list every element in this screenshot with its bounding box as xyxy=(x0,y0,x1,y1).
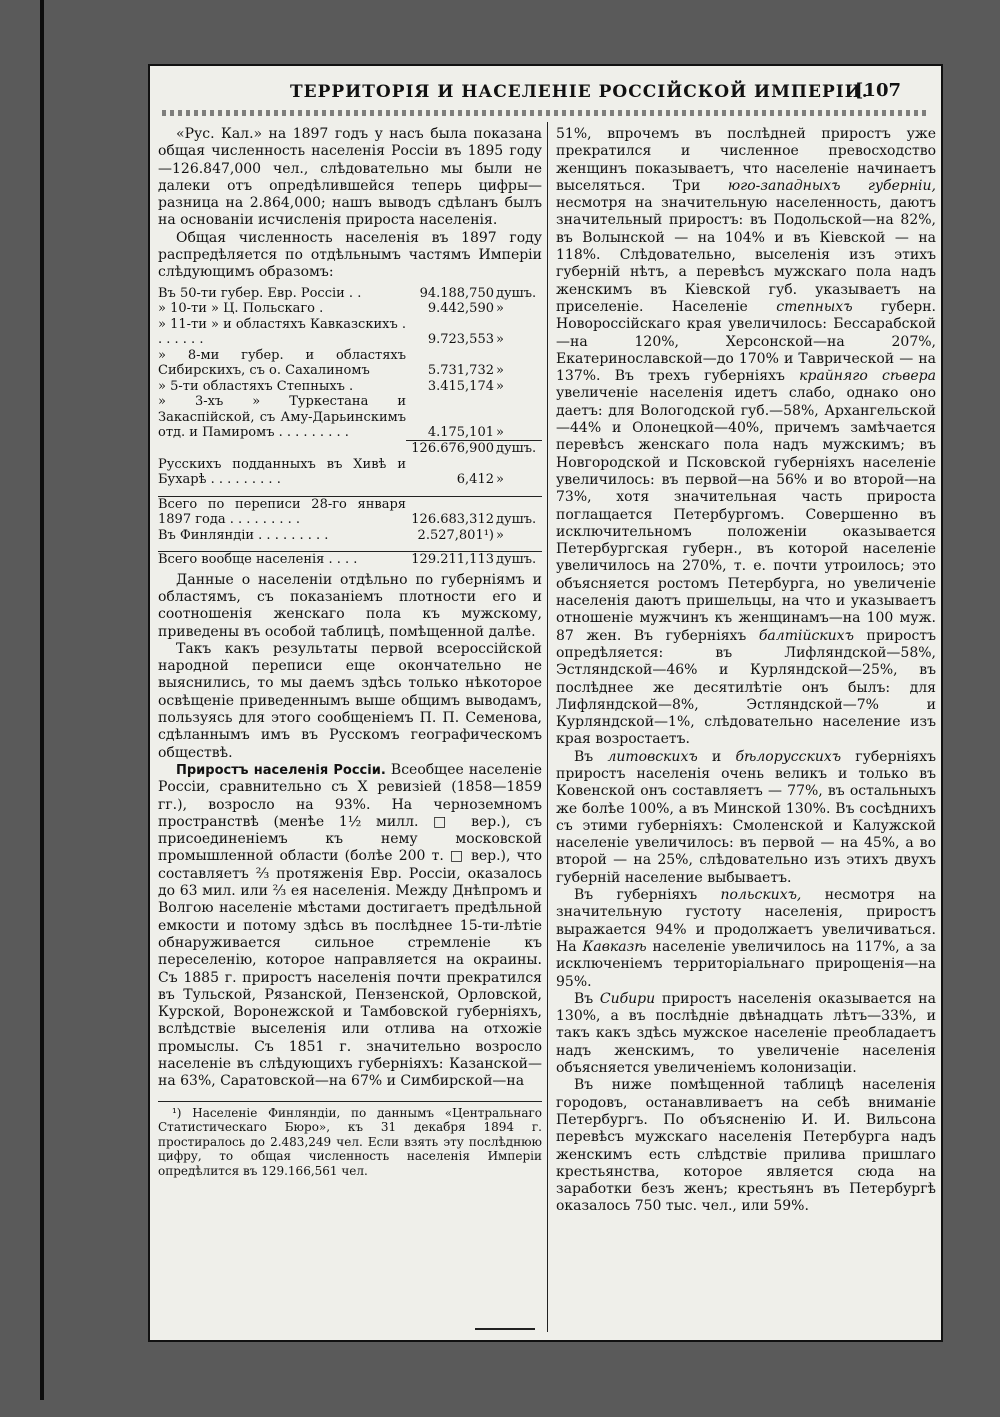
right-column xyxy=(556,126,936,1216)
paragraph: Данные о населеніи отдѣльно по губерніямъ и областямъ, съ показаніемъ плотности его и соотношенія женскаго пола къ мужскому, приведены въ особой таблицѣ, помѣщенной далѣе. xyxy=(158,571,542,640)
row-label: » 8-ми губер. и областяхъ Сибирскихъ, съ о. Сахалиномъ xyxy=(158,347,406,379)
section-heading: Приростъ населенія Россіи. xyxy=(176,762,386,778)
row-label: Въ Финляндіи . . . . . . . . . xyxy=(158,527,329,543)
bottom-rule xyxy=(475,1328,535,1330)
italic-term: балтійскихъ xyxy=(758,627,854,644)
row-unit: душъ. xyxy=(494,496,542,528)
text-run: приростъ населенія оказывается на 130%, а въ послѣдніе двѣнадцать лѣтъ—33%, и такъ какъ здѣсь мужское населеніе преобладаетъ надъ женскимъ, то увеличеніе населенія объясняется увеличеніемъ колонизаціи. xyxy=(556,990,936,1077)
italic-term: Сибири xyxy=(599,990,656,1007)
table-row xyxy=(158,301,542,317)
subtotal-unit: душъ. xyxy=(494,441,542,457)
row-label: » 5-ти областяхъ Степныхъ . xyxy=(158,378,354,394)
total-unit: душъ. xyxy=(494,552,542,568)
row-value: 94.188,750 xyxy=(419,285,494,301)
paragraph xyxy=(158,762,542,1091)
row-label: » 11-ти » и областяхъ Кавказскихъ . . . . . . . xyxy=(158,316,406,348)
text-run: увеличеніе населенія идетъ слабо, однако оно даетъ: для Вологодской губ.—58%, Архангельской—44% и Олонецкой—40%, причемъ замѣчается перевѣсъ женскаго пола надъ мужскимъ; въ Новгородской и Псковской губерніяхъ населеніе увеличилось: въ первой—на 56% и во второй—на 73%, хотя значительная часть прироста поглащается Петербургомъ. Совершенно въ исключительномъ положеніи оказывается Петербургская губерн., въ которой населеніе увеличилось на 270%, т. е. почти утроилось; это объясняется ростомъ Петербурга, но увеличеніе населенія даютъ пришельцы, на что и указываетъ отношеніе мужчинъ къ женщинамъ—на 100 муж. 87 жен. Въ губерніяхъ xyxy=(556,385,936,644)
text-run: и xyxy=(697,748,736,765)
row-value: 126.683,312 xyxy=(406,496,494,528)
table-row xyxy=(158,457,542,488)
paragraph-text: Всеобщее населеніе Россіи, сравнительно съ Х ревизіей (1858—1859 гг.), возросло на 93%. На черноземномъ пространствѣ (менѣе 1½ милл. □ вер.), съ присоединеніемъ къ нему московской промышленной области (болѣе 200 т. □ вер.), что составляетъ ⅔ протяженія Евр. Россіи, оказалось до 63 мил. или ⅔ ея населенія. Между Днѣпромъ и Волгою населеніе мѣстами достигаетъ предѣльной емкости и потому здѣсь въ послѣднее 15-ти-лѣтіе обнаруживается сильное стремленіе къ переселенію, которое направляется на окраины. Съ 1885 г. приростъ населенія почти прекратился въ Тульской, Рязанской, Пензенской, Орловской, Курской, Воронежской и Тамбовской губерніяхъ, вслѣдствіе выселенія или отлива на отхожіе промыслы. Съ 1851 г. значительно возросло населеніе въ слѣдующихъ губерніяхъ: Казанской—на 63%, Саратовской—на 67% и Симбирской—на xyxy=(158,761,542,1090)
text-run: Въ губерніяхъ xyxy=(574,887,721,904)
running-header xyxy=(150,76,941,112)
row-value: 2.527,801¹) xyxy=(417,527,494,543)
row-unit: » xyxy=(496,527,504,543)
paragraph xyxy=(556,749,936,887)
text-run: Въ xyxy=(574,990,600,1007)
text-run: приростъ опредѣляется: въ Лифляндской—58%, Эстляндской—46% и Курляндской—25%, въ послѣднее же десятилѣтіе онъ былъ: для Лифляндской—8%, Эстляндской—7% и Курляндской—1%, слѣдовательно население изъ края возростаетъ. xyxy=(556,627,936,748)
row-value: 9.723,553 xyxy=(427,332,494,348)
row-label: » 10-ти » Ц. Польскаго . xyxy=(158,301,324,317)
text-run: несмотря на значительную густоту населенія, приростъ выражается 94% и продолжаетъ увеличиваться. На xyxy=(556,887,936,955)
row-unit: » xyxy=(496,378,504,394)
row-unit: » xyxy=(496,363,504,379)
book-page xyxy=(148,64,943,1342)
column-separator xyxy=(547,122,548,1332)
total-value: 129.211,113 xyxy=(406,552,494,568)
table-row xyxy=(158,317,542,348)
row-label: Въ 50-ти губер. Евр. Россіи . . xyxy=(158,285,362,301)
row-value: 5.731,732 xyxy=(427,363,494,379)
row-unit: » xyxy=(496,424,504,440)
row-unit: » xyxy=(496,472,504,488)
row-value: 6,412 xyxy=(456,472,494,488)
total-row xyxy=(158,552,542,568)
paragraph xyxy=(556,991,936,1077)
row-value: 9.442,590 xyxy=(427,301,494,317)
table-row xyxy=(158,394,542,441)
text-run: Въ xyxy=(574,748,608,765)
italic-term: Кавказѣ xyxy=(582,938,647,955)
table-row xyxy=(158,348,542,379)
left-column xyxy=(158,126,542,1178)
paragraph xyxy=(556,887,936,991)
table-row xyxy=(158,286,542,302)
table-row xyxy=(158,379,542,395)
population-table xyxy=(158,286,542,568)
row-value: 3.415,174 xyxy=(427,378,494,394)
paragraph: Такъ какъ результаты первой всероссійской народной переписи еще окончательно не выяснились, то мы даемъ здѣсь только нѣкоторое освѣщеніе приведеннымъ выше общимъ выводамъ, пользуясь для этого сообщеніемъ П. П. Семенова, сдѣланнымъ имъ въ Русскомъ географическомъ обществѣ. xyxy=(158,640,542,761)
subtotal-value: 126.676,900 xyxy=(406,441,494,457)
row-value: 4.175,101 xyxy=(427,424,494,440)
text-run: населеніе увеличилось на 117%, а за исключеніемъ территоріальнаго прирощенія—на 95%. xyxy=(556,938,936,990)
italic-term: бѣлорусскихъ xyxy=(735,748,842,765)
row-unit: » xyxy=(496,332,504,348)
book-spine-edge xyxy=(40,0,44,1400)
row-unit: » xyxy=(496,301,504,317)
row-unit: душъ. xyxy=(496,285,537,301)
text-run: 51%, впрочемъ въ послѣдней приростъ уже прекратился и численное превосходство женщинъ показываетъ, что населеніе начинаетъ выселяться. Три xyxy=(556,126,936,194)
paragraph xyxy=(556,126,936,749)
italic-term: степныхъ xyxy=(776,298,853,315)
italic-term: литовскихъ xyxy=(607,748,698,765)
table-row xyxy=(158,496,542,528)
footnote-text: ¹) Населеніе Финляндіи, по даннымъ «Центральнаго Статистическаго Бюро», къ 31 декабря 1894 г. простиралось до 2.483,249 чел. Если взять эту послѣднюю цифру, то общая численность населенія Имперіи опредѣлится въ 129.166,561 чел. xyxy=(158,1105,542,1178)
header-wavy-rule xyxy=(162,110,929,116)
italic-term: польскихъ, xyxy=(720,887,802,904)
page-number: [107 xyxy=(854,80,901,101)
table-row xyxy=(158,528,542,544)
paragraph: Въ ниже помѣщенной таблицѣ населенія городовъ, останавливаетъ на себѣ вниманіе Петербургъ. По объясненію И. И. Вильсона перевѣсъ мужскаго населенія Петербурга надъ женскимъ есть слѣдствіе прилива пришлаго крестьянства, которое является сюда на заработки безъ женъ; крестьянъ въ Петербургѣ оказалось 750 тыс. чел., или 59%. xyxy=(556,1077,936,1215)
running-title: ТЕРРИТОРІЯ И НАСЕЛЕНІЕ РОССІЙСКОЙ ИМПЕРІИ. xyxy=(290,82,869,102)
italic-term: юго-западныхъ губерніи, xyxy=(727,177,936,194)
subtotal-row xyxy=(158,441,542,457)
paragraph: «Рус. Кал.» на 1897 годъ у насъ была показана общая численность населенія Россіи въ 1895 году—126.847,000 чел., слѣдовательно мы были не далеки отъ опредѣлившейся теперь цифры—разница на 2.864,000; нашъ выводъ сдѣланъ былъ на основаніи исчисленія прироста населенія. xyxy=(158,126,542,229)
text-run: губерн. Новороссійскаго края увеличилось: Бессарабской—на 120%, Херсонской—на 207%, Екатеринославской—до 170% и Таврической — на 137%. Въ трехъ губерніяхъ xyxy=(556,298,936,385)
text-run: губерніяхъ приростъ населенія очень великъ и только въ Ковенской онъ составляетъ — 77%, въ остальныхъ же болѣе 100%, а въ Минской 130%. Въ сосѣднихъ съ этими губерніяхъ: Смоленской и Калужской населеніе увеличилось: въ первой — на 45%, а во второй — на 25%, слѣдовательно изъ этихъ двухъ губерній население выбываетъ. xyxy=(556,748,936,886)
italic-term: крайняго сѣвера xyxy=(799,368,936,385)
row-label: » 3-хъ » Туркестана и Закаспійской, съ Аму-Дарьинскимъ отд. и Памиромъ . . . . . . . . . xyxy=(158,394,406,441)
row-label: Русскихъ подданныхъ въ Хивѣ и Бухарѣ . . . . . . . . . xyxy=(158,456,406,488)
text-run: несмотря на значительную населенность, даютъ значительный приростъ: въ Подольской—на 82%, въ Волынской — на 104% и въ Кіевской — на 118%. Слѣдовательно, выселенія изъ этихъ губерній нѣтъ, а перевѣсъ мужскаго пола надъ женскимъ въ Кіевской губ. указываетъ на приселеніе. Населеніе xyxy=(556,195,936,315)
footnote xyxy=(158,1101,542,1179)
row-label: Всего по переписи 28-го января 1897 года . . . . . . . . . xyxy=(158,496,406,528)
total-label: Всего вообще населенія . . . . xyxy=(158,552,406,568)
paragraph: Общая численность населенія въ 1897 году распредѣляется по отдѣльнымъ частямъ Имперіи слѣдующимъ образомъ: xyxy=(158,229,542,281)
